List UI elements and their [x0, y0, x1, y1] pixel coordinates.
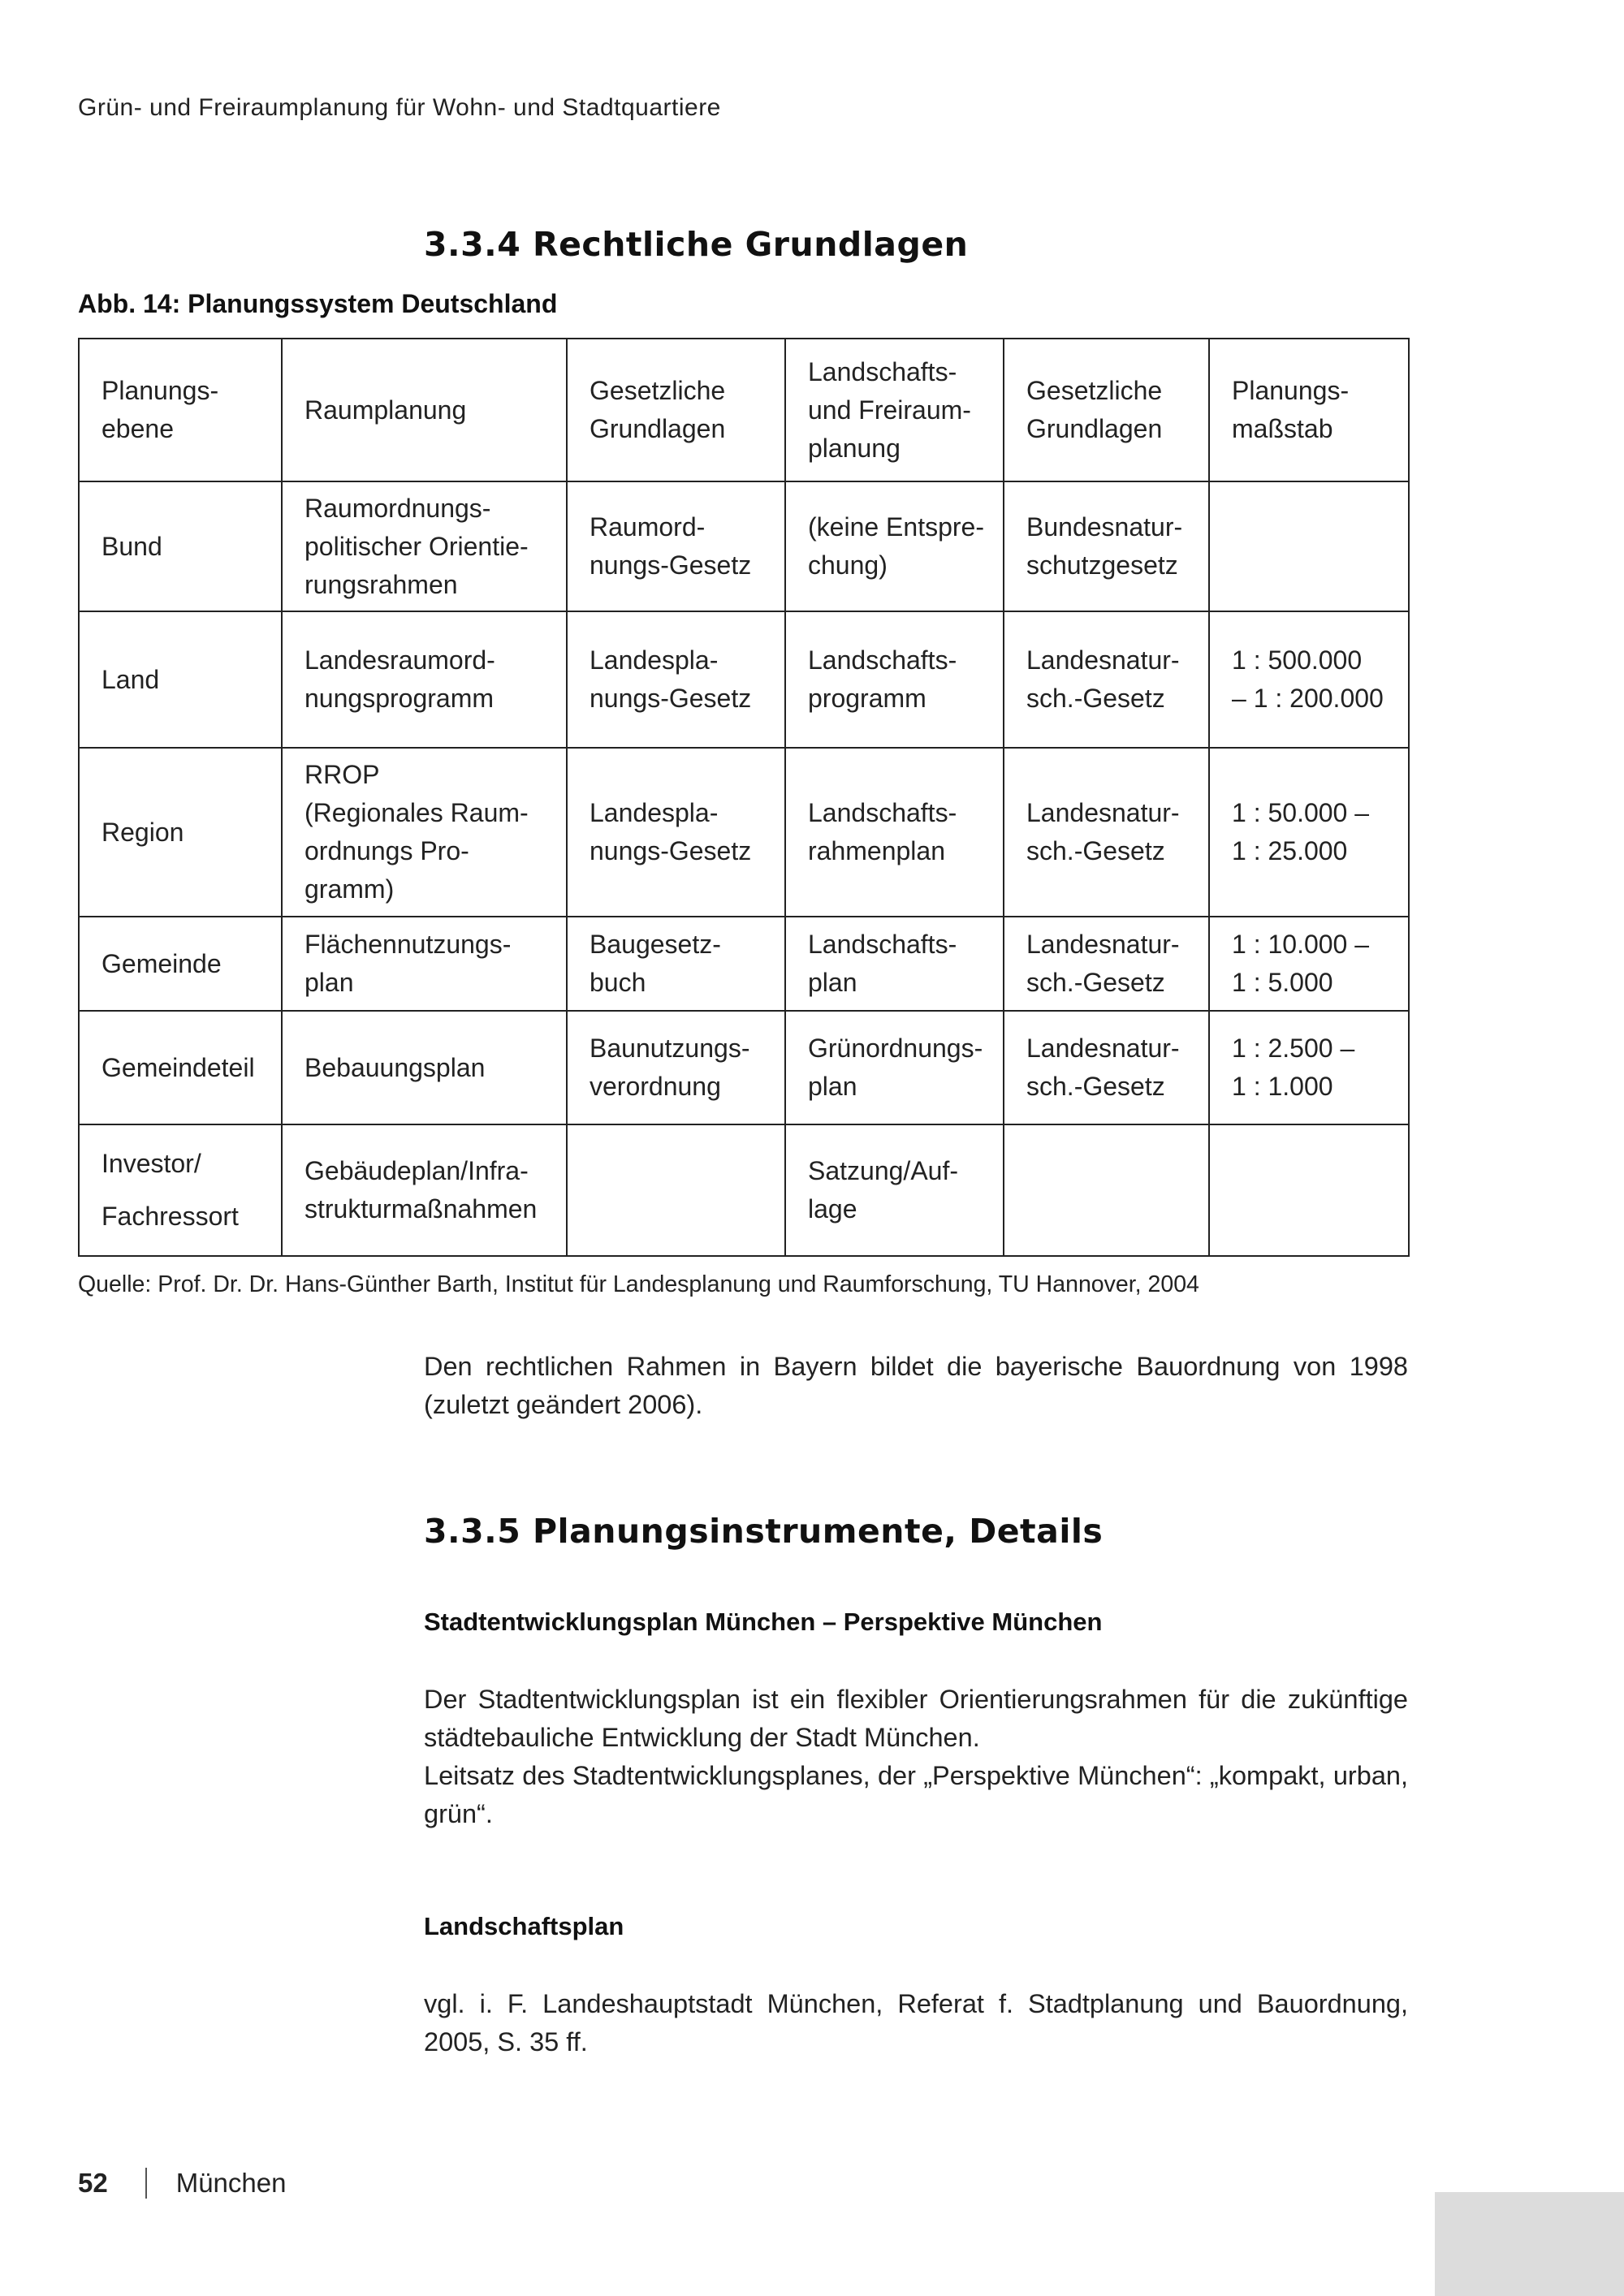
paragraph-line: Leitsatz des Stadtentwicklungsplanes, der „Perspektive München“: „kompakt, urban, grün“. — [424, 1761, 1408, 1828]
table-cell — [785, 748, 1004, 917]
table-cell — [282, 481, 567, 611]
table-cell — [1004, 611, 1209, 748]
table-cell — [1209, 1011, 1409, 1124]
cell-line: verordnung — [590, 1072, 721, 1101]
cell-line: Landesnatur- — [1026, 930, 1180, 959]
paragraph-bayern: Den rechtlichen Rahmen in Bayern bildet die bayerische Bauordnung von 1998 (zuletzt geändert 2006). — [424, 1352, 1408, 1419]
table-header-cell — [785, 339, 1004, 481]
table-cell — [567, 1011, 785, 1124]
cell-line: Gemeindeteil — [102, 1052, 255, 1082]
cell-line: Landesnatur- — [1026, 798, 1180, 827]
table-cell — [785, 1124, 1004, 1256]
cell-line: – 1 : 200.000 — [1232, 684, 1384, 713]
cell-line: nungs-Gesetz — [590, 684, 752, 713]
table-cell — [567, 917, 785, 1011]
cell-line: Grundlagen — [1026, 414, 1163, 443]
cell-line: 1 : 10.000 – — [1232, 930, 1370, 959]
cell-line: Grünordnungs- — [808, 1034, 983, 1063]
cell-line: nungs-Gesetz — [590, 550, 752, 580]
table-row — [79, 748, 1409, 917]
page-number: 52 — [78, 2168, 108, 2198]
cell-line: Landesnatur- — [1026, 645, 1180, 675]
cell-line: Baunutzungs- — [590, 1034, 750, 1063]
table-row — [79, 481, 1409, 611]
cell-line: Fachressort — [102, 1202, 239, 1231]
cell-line: Raumord- — [590, 512, 706, 542]
table-cell — [785, 611, 1004, 748]
cell-line: planung — [808, 433, 901, 463]
table-header-cell — [1209, 339, 1409, 481]
cell-line: rahmenplan — [808, 836, 945, 865]
cell-line: rungsrahmen — [304, 569, 458, 599]
cell-line: 1 : 50.000 – — [1232, 798, 1370, 827]
cell-line: Grundlagen — [590, 414, 726, 443]
cell-line: Gesetzliche — [590, 376, 726, 405]
cell-line: Planungs- — [1232, 376, 1350, 405]
cell-line: Baugesetz- — [590, 930, 721, 959]
cell-line: plan — [304, 968, 354, 997]
cell-line: Gemeinde — [102, 948, 222, 978]
table-cell — [1209, 481, 1409, 611]
table-cell — [1004, 748, 1209, 917]
cell-line: lage — [808, 1194, 857, 1224]
cell-line: Landesraumord- — [304, 645, 495, 675]
cell-line: 1 : 500.000 — [1232, 645, 1363, 675]
cell-line: plan — [808, 1072, 857, 1101]
cell-line: Flächennutzungs- — [304, 930, 512, 959]
cell-line: RROP — [304, 760, 380, 789]
table-cell — [79, 748, 282, 917]
cell-line: Bund — [102, 531, 162, 561]
table-cell — [1209, 748, 1409, 917]
cell-line: Landschafts- — [808, 798, 957, 827]
footer-divider — [145, 2168, 147, 2199]
cell-line: 1 : 5.000 — [1232, 968, 1333, 997]
figure-caption: Abb. 14: Planungssystem Deutschland — [78, 289, 558, 318]
subheading-landschaftsplan: Landschaftsplan — [424, 1912, 624, 1940]
cell-line: Raumplanung — [304, 395, 467, 425]
page-footer — [78, 2168, 286, 2199]
subheading-stadtentwicklungsplan: Stadtentwicklungsplan München – Perspektive München — [424, 1608, 1103, 1636]
planning-system-table — [78, 338, 1410, 1257]
section-heading-3-3-4: 3.3.4 Rechtliche Grundlagen — [424, 225, 969, 264]
cell-line: (Regionales Raum- — [304, 798, 529, 827]
running-head: Grün- und Freiraumplanung für Wohn- und Stadtquartiere — [78, 94, 721, 121]
cell-line: Planungs- — [102, 376, 219, 405]
cell-line: Investor/ — [102, 1149, 201, 1178]
table-cell — [282, 748, 567, 917]
table-cell — [567, 611, 785, 748]
table-cell — [79, 917, 282, 1011]
footer-section: München — [175, 2168, 287, 2198]
table-cell — [79, 481, 282, 611]
table-header-cell — [282, 339, 567, 481]
cell-line: sch.-Gesetz — [1026, 1072, 1165, 1101]
cell-line: Landesnatur- — [1026, 1034, 1180, 1063]
table-header-cell — [567, 339, 785, 481]
cell-line: ordnungs Pro- — [304, 836, 469, 865]
cell-line: gramm) — [304, 874, 395, 904]
paragraph-stadtentwicklungsplan — [424, 1681, 1408, 1833]
cell-line: sch.-Gesetz — [1026, 836, 1165, 865]
table-cell — [282, 1011, 567, 1124]
table-header-row — [79, 339, 1409, 481]
table-cell — [282, 611, 567, 748]
table-header-cell — [1004, 339, 1209, 481]
table-cell — [1209, 917, 1409, 1011]
paragraph-line: Der Stadtentwicklungsplan ist ein flexibler Orientierungsrahmen für die zukünftige städtebauliche Entwicklung der Stadt München. — [424, 1685, 1408, 1752]
table-cell — [567, 748, 785, 917]
cell-line: Landschafts- — [808, 645, 957, 675]
cell-line: Gesetzliche — [1026, 376, 1163, 405]
table-row — [79, 1011, 1409, 1124]
table-cell — [785, 481, 1004, 611]
cell-line: politischer Orientie- — [304, 531, 529, 561]
table-cell — [282, 917, 567, 1011]
table-cell — [1004, 1124, 1209, 1256]
table-cell — [1004, 481, 1209, 611]
table-cell — [282, 1124, 567, 1256]
page-corner-tab — [1435, 2192, 1624, 2296]
cell-line: ebene — [102, 414, 174, 443]
cell-line: (keine Entspre- — [808, 512, 984, 542]
cell-line: chung) — [808, 550, 888, 580]
cell-line: schutzgesetz — [1026, 550, 1178, 580]
cell-line: Bebauungsplan — [304, 1052, 486, 1082]
table-row — [79, 611, 1409, 748]
cell-line: nungs-Gesetz — [590, 836, 752, 865]
table-cell — [1004, 917, 1209, 1011]
cell-line: Landespla- — [590, 645, 719, 675]
cell-line: Landschafts- — [808, 930, 957, 959]
table-cell — [785, 917, 1004, 1011]
cell-line: 1 : 1.000 — [1232, 1072, 1333, 1101]
cell-line: Landschafts- — [808, 356, 957, 386]
cell-line: sch.-Gesetz — [1026, 968, 1165, 997]
cell-line: Bundesnatur- — [1026, 512, 1183, 542]
cell-line: Landespla- — [590, 798, 719, 827]
table-cell — [79, 611, 282, 748]
cell-line: nungsprogramm — [304, 684, 494, 713]
table-row — [79, 1124, 1409, 1256]
cell-line: buch — [590, 968, 646, 997]
table-cell — [1209, 1124, 1409, 1256]
table-cell — [567, 1124, 785, 1256]
cell-line: 1 : 25.000 — [1232, 836, 1348, 865]
cell-line: Region — [102, 817, 184, 847]
table-cell — [785, 1011, 1004, 1124]
cell-line: sch.-Gesetz — [1026, 684, 1165, 713]
cell-line: Satzung/Auf- — [808, 1156, 958, 1185]
table-cell — [567, 481, 785, 611]
section-heading-3-3-5: 3.3.5 Planungsinstrumente, Details — [424, 1512, 1104, 1551]
table-row — [79, 917, 1409, 1011]
cell-line: programm — [808, 684, 926, 713]
figure-source: Quelle: Prof. Dr. Dr. Hans-Günther Barth, Institut für Landesplanung und Raumforschung, TU Hannover, 2004 — [78, 1271, 1199, 1297]
cell-line: plan — [808, 968, 857, 997]
cell-line: und Freiraum- — [808, 395, 971, 425]
table-header-cell — [79, 339, 282, 481]
table-cell — [79, 1011, 282, 1124]
cell-line: maßstab — [1232, 414, 1333, 443]
table-cell — [1209, 611, 1409, 748]
table-cell — [1004, 1011, 1209, 1124]
cell-line: strukturmaßnahmen — [304, 1194, 538, 1224]
cell-line: Land — [102, 664, 160, 694]
table-cell — [79, 1124, 282, 1256]
cell-line: Gebäudeplan/Infra- — [304, 1156, 529, 1185]
paragraph-landschaftsplan: vgl. i. F. Landeshauptstadt München, Referat f. Stadtplanung und Bauordnung, 2005, S. 35 ff. — [424, 1989, 1408, 2056]
cell-line: Raumordnungs- — [304, 493, 491, 523]
cell-line: 1 : 2.500 – — [1232, 1034, 1355, 1063]
